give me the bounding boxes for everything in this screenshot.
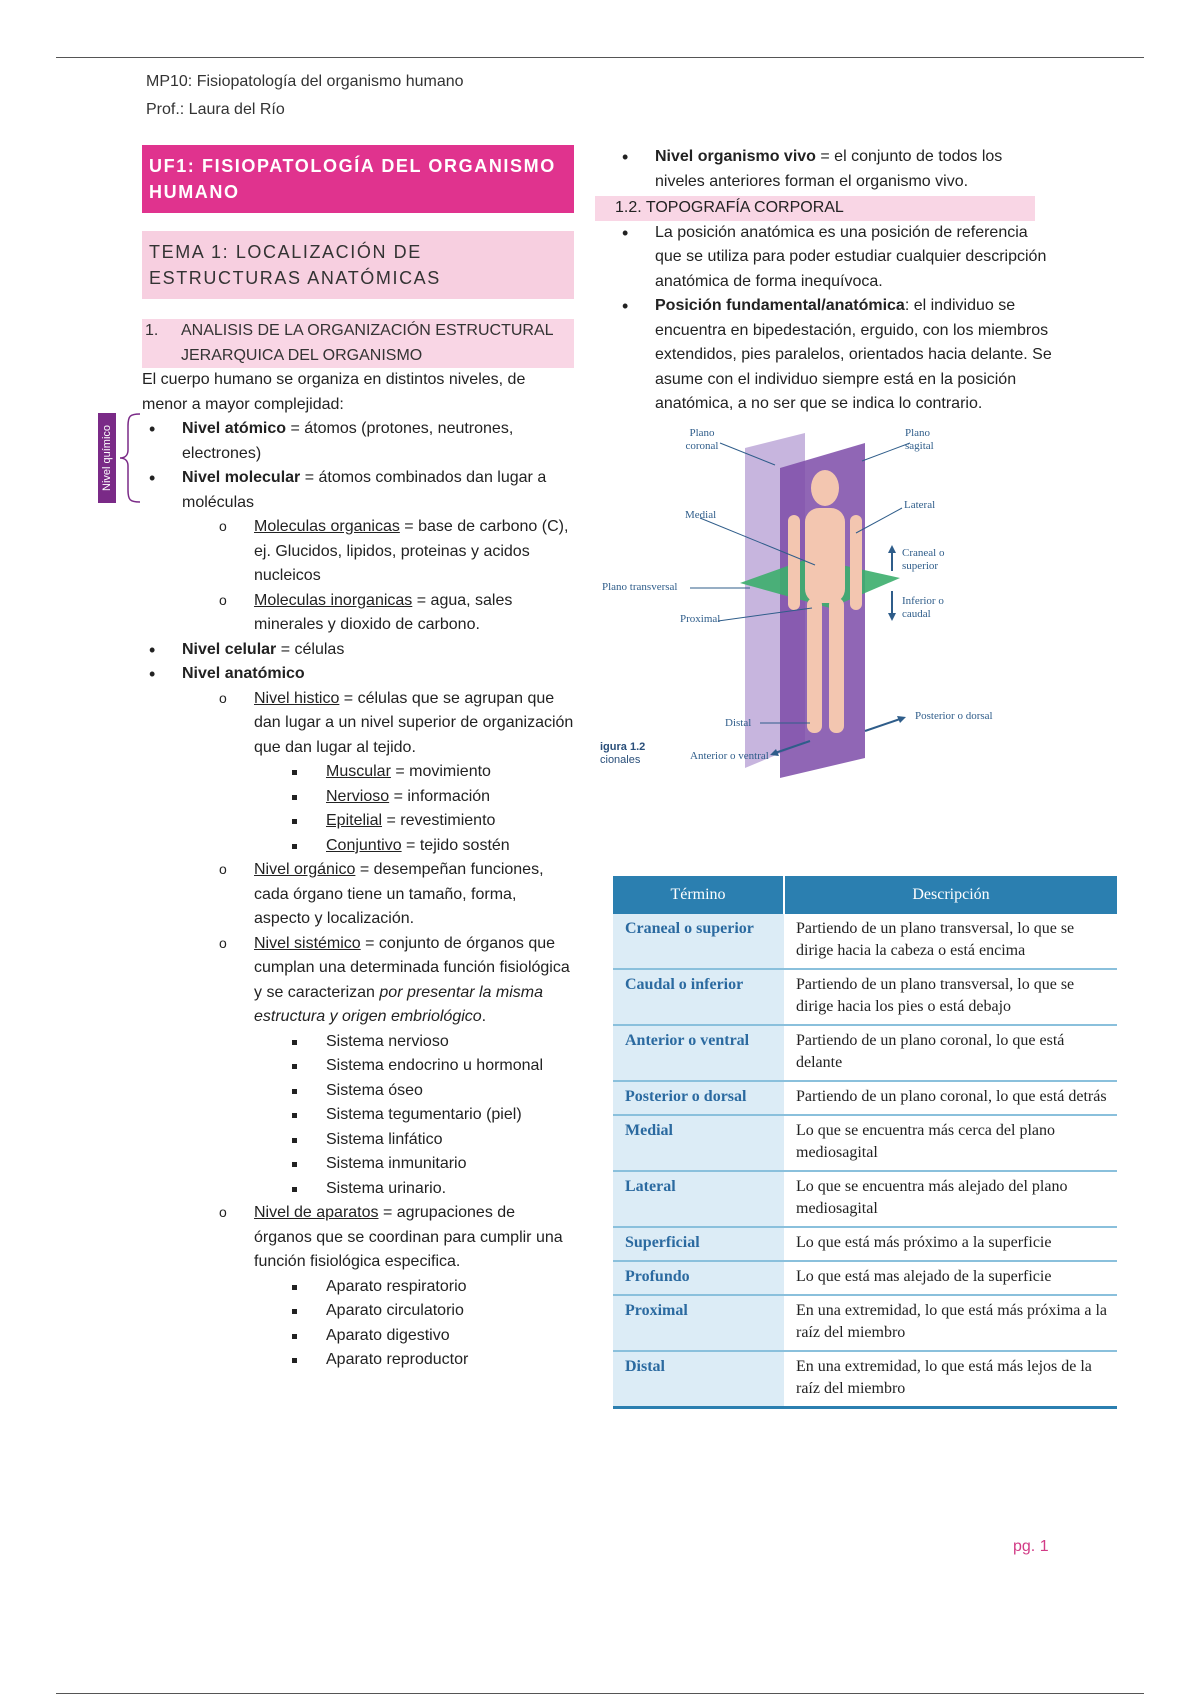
table-header-description: Descripción <box>784 876 1117 914</box>
list-item: Sistema tegumentario (piel) <box>142 1103 574 1128</box>
list-item: o Moleculas inorganicas = agua, sales minerales y dioxido de carbono. <box>142 589 574 638</box>
anatomical-planes-figure <box>600 423 1050 783</box>
top-rule <box>56 57 1144 58</box>
list-item: Nervioso = información <box>142 785 574 810</box>
intro-paragraph: El cuerpo humano se organiza en distintos niveles, de menor a mayor complejidad: <box>142 371 526 413</box>
table-row: Superficial Lo que está más próximo a la superficie <box>613 1227 1117 1261</box>
section-heading <box>142 319 574 368</box>
table-row: Distal En una extremidad, lo que está más lejos de la raíz del miembro <box>613 1351 1117 1408</box>
list-item: o Nivel sistémico = conjunto de órganos que cumplan una determinada función fisiológica y se caracterizan por presentar la misma estructura y origen embriológico. <box>142 932 574 1030</box>
label-craneal: Craneal o superior <box>902 546 945 572</box>
list-item: • Posición fundamental/anatómica: el individuo se encuentra en bipedestación, erguido, con los miembros extendidos, pies paralelos, orientados hacia delante. Se asume con el individuo siempre está en la posición anatómica, a no ser que se indica lo contrario. <box>615 294 1055 417</box>
header-course: MP10: Fisiopatología del organismo humano <box>146 73 464 90</box>
label-plano-transversal: Plano transversal <box>602 580 678 593</box>
list-item: o Moleculas organicas = base de carbono (C), ej. Glucidos, lipidos, proteinas y acidos nucleicos <box>142 515 574 589</box>
topografia-list <box>615 221 1055 417</box>
nivel-quimico-label: Nivel químico <box>98 413 116 503</box>
list-item: Sistema linfático <box>142 1128 574 1153</box>
list-item: Aparato reproductor <box>142 1348 574 1373</box>
list-item: • La posición anatómica es una posición de referencia que se utiliza para poder estudiar cualquier descripción anatómica de forma inequívoca. <box>615 221 1055 295</box>
list-item: o Nivel orgánico = desempeñan funciones, cada órgano tiene un tamaño, forma, aspecto y localización. <box>142 858 574 932</box>
organismo-list <box>615 145 1120 194</box>
label-medial: Medial <box>685 508 717 521</box>
planes-illustration <box>600 423 1050 783</box>
list-item: • Nivel molecular = átomos combinados dan lugar a moléculas <box>142 466 574 515</box>
list-item: Sistema inmunitario <box>142 1152 574 1177</box>
bottom-rule <box>56 1693 1144 1694</box>
label-plano-coronal: Plano coronal <box>685 426 719 452</box>
left-column <box>142 145 574 1373</box>
label-plano-sagital: Plano sagital <box>905 426 934 452</box>
list-item: Aparato respiratorio <box>142 1275 574 1300</box>
terms-table <box>613 876 1117 1409</box>
table-row: Craneal o superior Partiendo de un plano transversal, lo que se dirige hacia la cabeza o está encima <box>613 914 1117 969</box>
list-item: Epitelial = revestimiento <box>142 809 574 834</box>
list-item: • Nivel celular = células <box>142 638 574 663</box>
section-title: ANALISIS DE LA ORGANIZACIÓN ESTRUCTURAL JERARQUICA DEL ORGANISMO <box>181 322 553 364</box>
label-anterior: Anterior o ventral <box>690 749 769 762</box>
list-item: Aparato circulatorio <box>142 1299 574 1324</box>
right-column <box>600 145 1120 783</box>
topic-title: TEMA 1: LOCALIZACIÓN DE ESTRUCTURAS ANATÓMICAS <box>142 231 574 299</box>
figure-caption: igura 1.2 cionales <box>600 740 646 766</box>
list-item: Muscular = movimiento <box>142 760 574 785</box>
list-item: o Nivel histico = células que se agrupan que dan lugar a un nivel superior de organización que dan lugar al tejido. <box>142 687 574 761</box>
table-row: Caudal o inferior Partiendo de un plano transversal, lo que se dirige hacia los pies o está debajo <box>613 969 1117 1025</box>
label-posterior: Posterior o dorsal <box>915 709 993 722</box>
list-item: Sistema urinario. <box>142 1177 574 1202</box>
table-header-term: Término <box>613 876 784 914</box>
list-item: Conjuntivo = tejido sostén <box>142 834 574 859</box>
header-professor: Prof.: Laura del Río <box>146 101 285 118</box>
page-number: pg. 1 <box>1013 1538 1049 1555</box>
list-item: Sistema nervioso <box>142 1030 574 1055</box>
list-item: • Nivel organismo vivo = el conjunto de todos los niveles anteriores forman el organismo vivo. <box>615 145 1045 194</box>
list-item: • Nivel atómico = átomos (protones, neutrones, electrones) <box>142 417 574 466</box>
table-row: Proximal En una extremidad, lo que está más próxima a la raíz del miembro <box>613 1295 1117 1351</box>
table-row: Lateral Lo que se encuentra más alejado del plano mediosagital <box>613 1171 1117 1227</box>
unit-title: UF1: FISIOPATOLOGÍA DEL ORGANISMO HUMANO <box>142 145 574 213</box>
list-item: • Nivel anatómico <box>142 662 574 687</box>
section-number: 1. <box>145 322 159 339</box>
table-row: Medial Lo que se encuentra más cerca del plano mediosagital <box>613 1115 1117 1171</box>
list-item: o Nivel de aparatos = agrupaciones de órganos que se coordinan para cumplir una función fisiológica especifica. <box>142 1201 574 1275</box>
label-proximal: Proximal <box>680 612 721 625</box>
label-lateral: Lateral <box>904 498 936 511</box>
list-item: Sistema óseo <box>142 1079 574 1104</box>
label-distal: Distal <box>725 716 752 729</box>
subsection-title: 1.2. TOPOGRAFÍA CORPORAL <box>595 196 1035 221</box>
list-item: Aparato digestivo <box>142 1324 574 1349</box>
table-row: Profundo Lo que está mas alejado de la superficie <box>613 1261 1117 1295</box>
label-inferior: Inferior o caudal <box>902 594 944 620</box>
table-header-row <box>613 876 1117 914</box>
table-row: Posterior o dorsal Partiendo de un plano coronal, lo que está detrás <box>613 1081 1117 1115</box>
table-row: Anterior o ventral Partiendo de un plano coronal, lo que está delante <box>613 1025 1117 1081</box>
page-header <box>146 68 464 124</box>
levels-list <box>142 417 574 1373</box>
list-item: Sistema endocrino u hormonal <box>142 1054 574 1079</box>
